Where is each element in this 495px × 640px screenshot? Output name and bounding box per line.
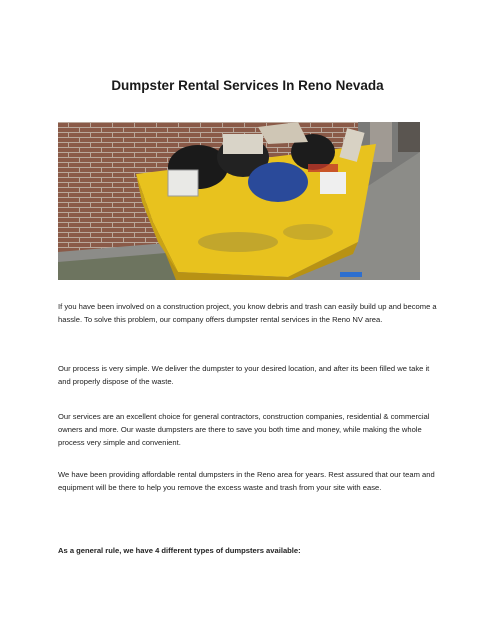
dumpster-illustration — [58, 122, 420, 280]
dumpster-types-heading: As a general rule, we have 4 different types of dumpsters available: — [58, 546, 301, 555]
page-title: Dumpster Rental Services In Reno Nevada — [111, 78, 384, 93]
paragraph-services: Our services are an excellent choice for general contractors, construction companies, residential & commercial owners and more. Our waste dumpsters are there to save you both time and money, while making the whole process very simple and convenient. — [58, 412, 430, 448]
dumpster-photo — [58, 122, 420, 280]
paragraph-intro: If you have been involved on a construction project, you know debris and trash can easily build up and become a hassle. To solve this problem, our company offers dumpster rental services in the Reno NV area. — [58, 302, 437, 325]
paragraph-process: Our process is very simple. We deliver the dumpster to your desired location, and after its been filled we take it and properly dispose of the waste. — [58, 364, 430, 387]
paragraph-experience: We have been providing affordable rental dumpsters in the Reno area for years. Rest assured that our team and equipment will be there to help you remove the excess waste and trash from your site with ease. — [58, 470, 435, 493]
